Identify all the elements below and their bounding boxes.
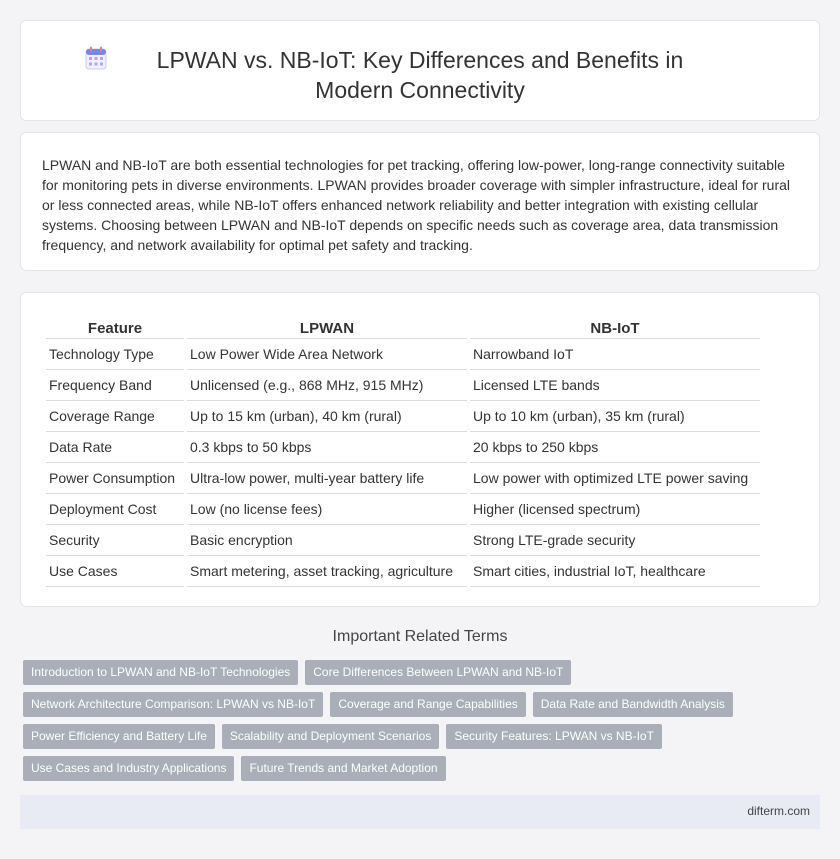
table-cell: Smart cities, industrial IoT, healthcare xyxy=(470,556,760,587)
header-card xyxy=(20,20,820,121)
summary-card xyxy=(20,132,820,271)
summary-text: LPWAN and NB-IoT are both essential technologies for pet tracking, offering low-power, long-range connectivity suitable for monitoring pets in diverse environments. LPWAN provides broader coverage with simpler infrastructure, ideal for rural or less connected areas, while NB-IoT offers enhanced network reliability and better integration with existing cellular systems. Choosing between LPWAN and NB-IoT depends on specific needs such as coverage area, data transmission frequency, and network availability for optimal pet safety and tracking. xyxy=(42,157,791,253)
table-row xyxy=(46,401,760,432)
related-term-link[interactable]: Coverage and Range Capabilities xyxy=(330,692,525,717)
table-row xyxy=(46,525,760,556)
tag-row xyxy=(23,756,823,781)
table-cell: Deployment Cost xyxy=(46,494,184,525)
table-cell: Use Cases xyxy=(46,556,184,587)
related-term-link[interactable]: Power Efficiency and Battery Life xyxy=(23,724,215,749)
table-row xyxy=(46,494,760,525)
related-terms-list xyxy=(23,660,823,788)
header-lpwan: LPWAN xyxy=(187,315,467,339)
related-term-link[interactable]: Network Architecture Comparison: LPWAN vs NB-IoT xyxy=(23,692,323,717)
tag-row xyxy=(23,660,823,685)
related-term-link[interactable]: Security Features: LPWAN vs NB-IoT xyxy=(446,724,662,749)
table-cell: Low power with optimized LTE power saving xyxy=(470,463,760,494)
related-term-link[interactable]: Use Cases and Industry Applications xyxy=(23,756,234,781)
table-cell: Security xyxy=(46,525,184,556)
table-row xyxy=(46,432,760,463)
table-header-row xyxy=(46,315,760,339)
related-terms-title: Important Related Terms xyxy=(332,628,508,645)
table-cell: Frequency Band xyxy=(46,370,184,401)
table-cell: Low (no license fees) xyxy=(187,494,467,525)
table-cell: Unlicensed (e.g., 868 MHz, 915 MHz) xyxy=(187,370,467,401)
related-term-link[interactable]: Core Differences Between LPWAN and NB-IoT xyxy=(305,660,571,685)
footer xyxy=(20,795,820,829)
related-term-link[interactable]: Introduction to LPWAN and NB-IoT Technologies xyxy=(23,660,298,685)
site-link[interactable]: difterm.com xyxy=(747,804,810,818)
page-title: LPWAN vs. NB-IoT: Key Differences and Benefits in Modern Connectivity xyxy=(156,47,684,103)
comparison-table xyxy=(43,315,763,587)
table-row xyxy=(46,463,760,494)
table-cell: Narrowband IoT xyxy=(470,339,760,370)
tag-row xyxy=(23,692,823,717)
table-cell: Technology Type xyxy=(46,339,184,370)
related-term-link[interactable]: Data Rate and Bandwidth Analysis xyxy=(533,692,733,717)
header-nbiot: NB-IoT xyxy=(470,315,760,339)
table-cell: Ultra-low power, multi-year battery life xyxy=(187,463,467,494)
table-cell: Licensed LTE bands xyxy=(470,370,760,401)
related-term-link[interactable]: Scalability and Deployment Scenarios xyxy=(222,724,439,749)
table-cell: Up to 10 km (urban), 35 km (rural) xyxy=(470,401,760,432)
table-row xyxy=(46,370,760,401)
table-cell: Strong LTE-grade security xyxy=(470,525,760,556)
related-term-link[interactable]: Future Trends and Market Adoption xyxy=(241,756,445,781)
table-cell: Low Power Wide Area Network xyxy=(187,339,467,370)
header-feature: Feature xyxy=(46,315,184,339)
table-cell: Power Consumption xyxy=(46,463,184,494)
table-cell: Up to 15 km (urban), 40 km (rural) xyxy=(187,401,467,432)
table-cell: Smart metering, asset tracking, agriculture xyxy=(187,556,467,587)
table-row xyxy=(46,339,760,370)
table-cell: Data Rate xyxy=(46,432,184,463)
table-row xyxy=(46,556,760,587)
table-cell: Basic encryption xyxy=(187,525,467,556)
comparison-table-card xyxy=(20,292,820,607)
table-cell: Coverage Range xyxy=(46,401,184,432)
table-cell: Higher (licensed spectrum) xyxy=(470,494,760,525)
tag-row xyxy=(23,724,823,749)
table-cell: 0.3 kbps to 50 kbps xyxy=(187,432,467,463)
table-cell: 20 kbps to 250 kbps xyxy=(470,432,760,463)
